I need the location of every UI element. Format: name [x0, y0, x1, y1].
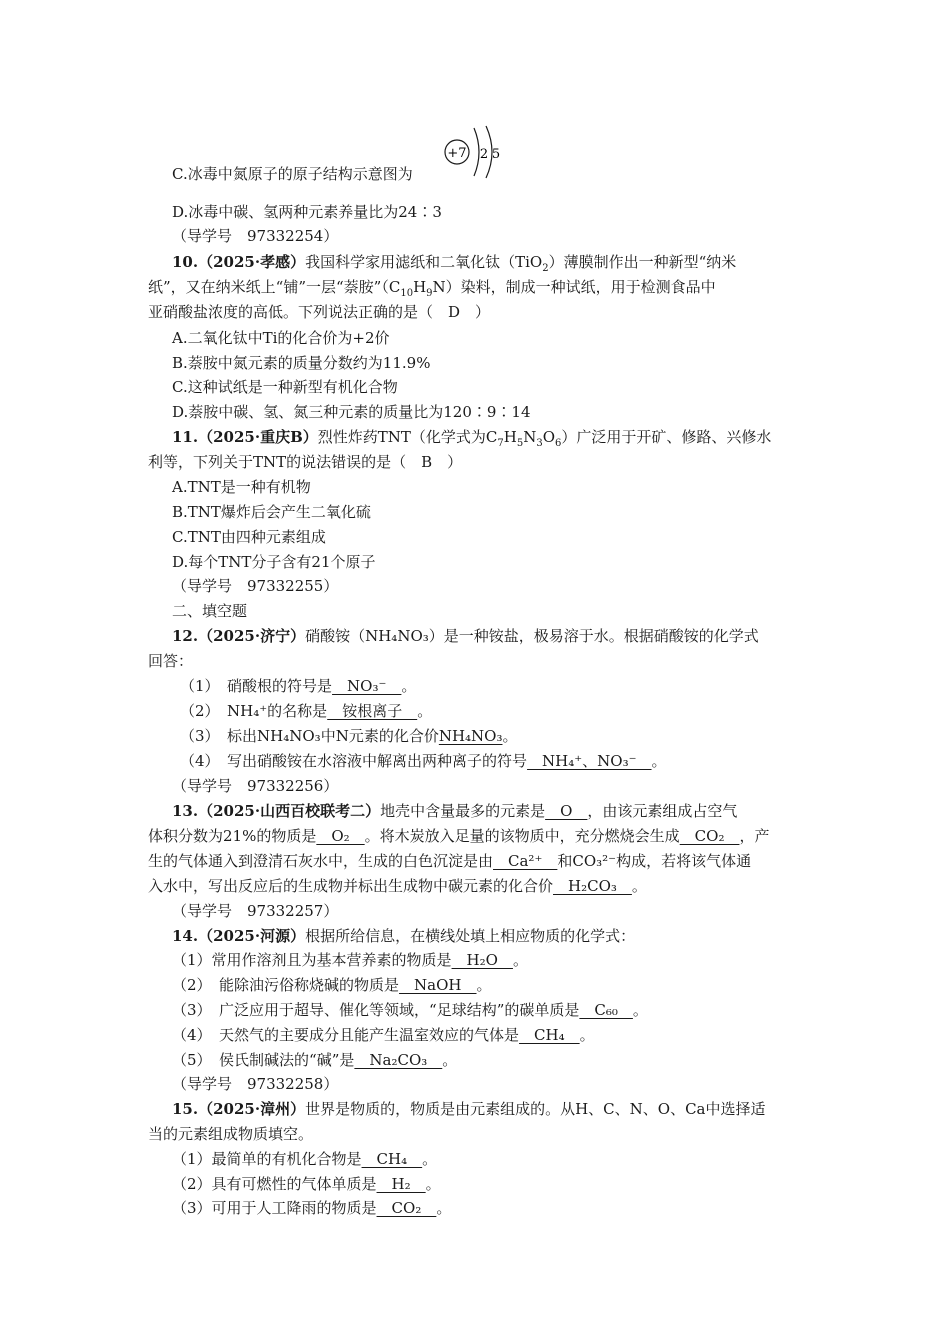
period: 。	[417, 702, 433, 720]
q10-text2c: N）染料，制成一种试纸，用于检测食品中	[432, 278, 716, 296]
q9-option-d: D.冰毒中碳、氢两种元素养量比为24∶3	[172, 203, 442, 221]
q12-line2: 回答：	[148, 652, 194, 670]
q10-text2a: 纸”，又在纳米纸上“铺”一层“萘胺”（C	[148, 278, 401, 296]
q15-line1	[172, 1099, 766, 1119]
q15-p2-answer[interactable]: H₂	[376, 1175, 426, 1193]
q14-line1	[172, 926, 635, 946]
q11-o: O	[542, 428, 556, 446]
q12-p4-label: （4） 写出硝酸铵在水溶液中解离出两种离子的符号	[180, 752, 528, 770]
q15-source: （2025·漳州）	[198, 1100, 306, 1118]
q13-text1b: ，由该元素组成占空气	[587, 802, 738, 820]
q12-line1	[172, 626, 759, 646]
q14-text1: 根据所给信息，在横线处填上相应物质的化学式：	[305, 927, 636, 945]
q10-text1-tail: ）薄膜制作出一种新型“纳米	[548, 253, 737, 271]
q9-ref: （导学号 97332254）	[172, 227, 339, 245]
q10-line2	[148, 277, 716, 297]
q13-text3a: 生的气体通入到澄清石灰水中，生成的白色沉淀是由	[148, 852, 494, 870]
q13-text2c: ，产	[739, 827, 770, 845]
q9-option-c-text: C.冰毒中氮原子的原子结构示意图为	[172, 165, 413, 183]
q13-answer2[interactable]: O₂	[316, 827, 365, 845]
period: 。	[579, 1026, 595, 1044]
q13-line3	[148, 851, 751, 871]
q11-text1a: 烈性炸药TNT（化学式为C	[317, 428, 498, 446]
q13-line4	[148, 876, 647, 896]
q14-p5-label: （5） 侯氏制碱法的“碱”是	[172, 1051, 355, 1069]
q15-p2-label: （2）具有可燃性的气体单质是	[172, 1175, 377, 1193]
q10-sub: 2	[542, 263, 549, 274]
q14-part4	[172, 1025, 595, 1045]
q10-text2b: H	[413, 278, 427, 296]
q10-line3: 亚硝酸盐浓度的高低。下列说法正确的是（ D ）	[148, 303, 491, 321]
q13-answer1[interactable]: O	[545, 802, 588, 820]
q10-sub2: 9	[426, 288, 433, 299]
q14-p2-answer[interactable]: NaOH	[399, 976, 477, 994]
q13-number: 13.	[172, 802, 199, 820]
q13-source: （2025·山西百校联考二）	[198, 802, 381, 820]
q15-p3-answer[interactable]: CO₂	[376, 1199, 437, 1217]
q13-ref: （导学号 97332257）	[172, 902, 339, 920]
q11-sub2: 5	[516, 438, 524, 449]
q12-source: （2025·济宁）	[198, 627, 306, 645]
q14-p5-answer[interactable]: Na₂CO₃	[354, 1051, 443, 1069]
nitrogen-atom-diagram	[440, 120, 520, 190]
q14-p1-answer[interactable]: H₂O	[451, 951, 513, 969]
shell2-count: 5	[491, 147, 501, 162]
q11-text1-tail: ）广泛用于开矿、修路、兴修水	[561, 428, 772, 446]
q13-answer5[interactable]: H₂CO₃	[553, 877, 632, 895]
q14-part5	[172, 1050, 457, 1070]
period: 。	[476, 976, 492, 994]
q14-p1-label: （1）常用作溶剂且为基本营养素的物质是	[172, 951, 452, 969]
q11-sub4: 6	[555, 438, 562, 449]
q10-option-b: B.萘胺中氮元素的质量分数约为11.9%	[172, 354, 431, 372]
q12-part4	[180, 751, 667, 771]
q12-p3-answer[interactable]: NH₄NO₃	[438, 727, 503, 745]
q15-part3	[172, 1198, 451, 1218]
period: 。	[425, 1175, 441, 1193]
nucleus-charge: +7	[447, 146, 467, 161]
q11-line1	[172, 427, 771, 447]
q10-number: 10.	[172, 253, 199, 271]
q12-part2	[180, 701, 432, 721]
q14-part3	[172, 1000, 648, 1020]
q13-text1a: 地壳中含量最多的元素是	[380, 802, 546, 820]
q13-line1	[172, 801, 737, 821]
q15-part2	[172, 1174, 441, 1194]
q15-text1: 世界是物质的，物质是由元素组成的。从H、C、N、O、Ca中选择适	[305, 1100, 766, 1118]
q14-source: （2025·河源）	[198, 927, 306, 945]
shell1-count: 2	[479, 147, 489, 162]
q11-h: H	[503, 428, 517, 446]
q10-option-c: C.这种试纸是一种新型有机化合物	[172, 378, 398, 396]
q11-source: （2025·重庆B）	[198, 428, 318, 446]
q14-p3-label: （3） 广泛应用于超导、催化等领域，“足球结构”的碳单质是	[172, 1001, 580, 1019]
period: 。	[512, 951, 528, 969]
q13-text3b: 和CO₃²⁻构成，若将该气体通	[557, 852, 752, 870]
q10-source: （2025·孝感）	[198, 253, 306, 271]
q13-text2b: 。将木炭放入足量的该物质中，充分燃烧会生成	[364, 827, 680, 845]
q12-p1-label: （1） 硝酸根的符号是	[180, 677, 333, 695]
q12-p2-label: （2） NH₄⁺的名称是	[180, 702, 328, 720]
q15-p1-label: （1）最简单的有机化合物是	[172, 1150, 362, 1168]
q12-ref: （导学号 97332256）	[172, 777, 339, 795]
q11-option-c: C.TNT由四种元素组成	[172, 528, 326, 546]
period: 。	[436, 1199, 452, 1217]
q14-p3-answer[interactable]: C₆₀	[579, 1001, 633, 1019]
q14-p2-label: （2） 能除油污俗称烧碱的物质是	[172, 976, 400, 994]
q11-option-d: D.每个TNT分子含有21个原子	[172, 553, 376, 571]
q10-sub1: 10	[400, 288, 414, 299]
q13-answer3[interactable]: CO₂	[679, 827, 740, 845]
q11-n: N	[523, 428, 537, 446]
q11-option-a: A.TNT是一种有机物	[172, 478, 311, 496]
q12-part1	[180, 676, 416, 696]
section-heading: 二、填空题	[172, 602, 248, 620]
q12-part3	[180, 726, 518, 746]
q11-sub3: 3	[536, 438, 543, 449]
q11-option-b: B.TNT爆炸后会产生二氧化硫	[172, 503, 371, 521]
q15-part1	[172, 1149, 437, 1169]
q14-p4-label: （4） 天然气的主要成分且能产生温室效应的气体是	[172, 1026, 520, 1044]
q11-sub1: 7	[497, 438, 504, 449]
q11-ref: （导学号 97332255）	[172, 577, 339, 595]
q15-number: 15.	[172, 1100, 199, 1118]
q14-part2	[172, 975, 492, 995]
q13-answer4[interactable]: Ca²⁺	[493, 852, 558, 870]
q13-line2	[148, 826, 769, 846]
period: 。	[632, 1001, 648, 1019]
q10-line1	[172, 252, 736, 272]
q14-ref: （导学号 97332258）	[172, 1075, 339, 1093]
q12-text1: 硝酸铵（NH₄NO₃）是一种铵盐，极易溶于水。根据硝酸铵的化学式	[305, 627, 759, 645]
q14-number: 14.	[172, 927, 199, 945]
q10-option-d: D.萘胺中碳、氢、氮三种元素的质量比为120∶9∶14	[172, 403, 531, 421]
q10-option-a: A.二氧化钛中Ti的化合价为+2价	[172, 329, 390, 347]
q11-number: 11.	[172, 428, 199, 446]
q9-option-c	[172, 164, 413, 184]
period: 。	[442, 1051, 458, 1069]
period: 。	[631, 877, 647, 895]
q12-p2-answer[interactable]: 铵根离子	[327, 702, 418, 720]
period: 。	[651, 752, 667, 770]
q14-part1	[172, 950, 528, 970]
q15-line2: 当的元素组成物质填空。	[148, 1125, 314, 1143]
period: 。	[401, 677, 417, 695]
electron-shell-1	[474, 128, 479, 176]
q12-p4-answer[interactable]: NH₄⁺、NO₃⁻	[527, 752, 652, 770]
period: 。	[502, 727, 518, 745]
q15-p3-label: （3）可用于人工降雨的物质是	[172, 1199, 377, 1217]
q15-p1-answer[interactable]: CH₄	[361, 1150, 423, 1168]
q12-number: 12.	[172, 627, 199, 645]
q13-text4a: 入水中，写出反应后的生成物并标出生成物中碳元素的化合价	[148, 877, 554, 895]
q13-text2a: 体积分数为21%的物质是	[148, 827, 317, 845]
q11-line2: 利等，下列关于TNT的说法错误的是（ B ）	[148, 453, 463, 471]
period: 。	[422, 1150, 438, 1168]
q12-p3-label: （3） 标出NH₄NO₃中N元素的化合价	[180, 727, 439, 745]
q12-p1-answer[interactable]: NO₃⁻	[332, 677, 402, 695]
q14-p4-answer[interactable]: CH₄	[519, 1026, 580, 1044]
q10-text1: 我国科学家用滤纸和二氧化钛（TiO	[305, 253, 543, 271]
